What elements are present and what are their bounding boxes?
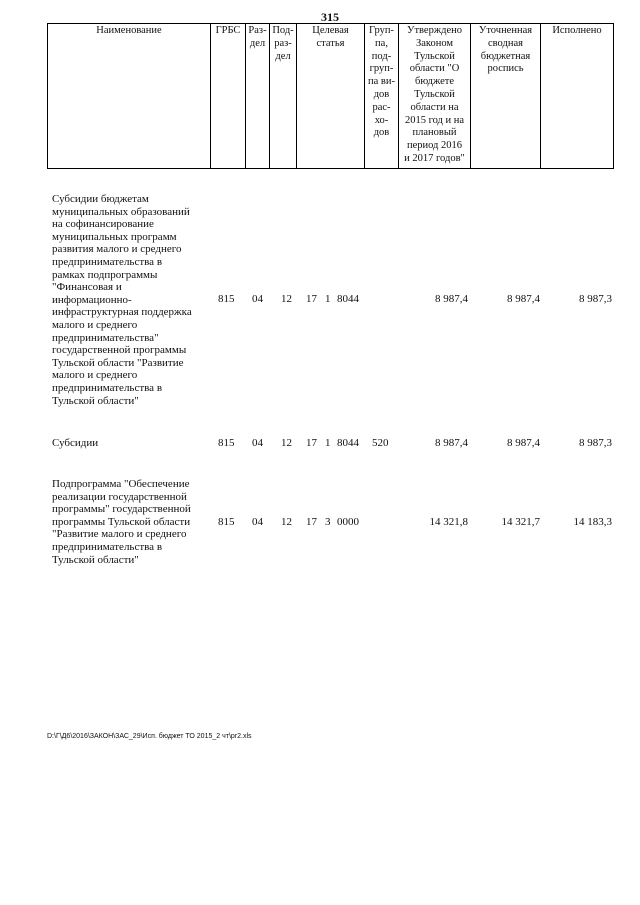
header-razdel: Раз- дел (246, 24, 270, 168)
row-executed: 8 987,3 (579, 437, 612, 449)
row-approved: 8 987,4 (435, 437, 468, 449)
header-executed: Исполнено (552, 25, 602, 36)
header-refined: Уточненная сводная бюджетная роспись (471, 24, 541, 168)
header-grbs: ГРБС (211, 24, 246, 168)
row-name: Подпрограмма "Обеспечение реализации государственной программы" государственной программы Тульской области "Развитие малого и среднего предпринимательства в Тульской области" (52, 478, 191, 566)
row-razdel: 04 (252, 437, 263, 449)
row-grbs: 815 (218, 516, 235, 528)
row-executed: 14 183,3 (573, 516, 612, 528)
table-header (47, 23, 614, 169)
row-approved: 14 321,8 (429, 516, 468, 528)
row-target-program: 17 (306, 516, 317, 528)
row-target-code: 0000 (337, 516, 359, 528)
row-executed: 8 987,3 (579, 293, 612, 305)
row-target-code: 8044 (337, 293, 359, 305)
row-target-subprogram: 1 (325, 293, 331, 305)
header-expense-group: Груп- па, под- груп- па ви- дов рас- хо- дов (365, 24, 399, 168)
row-razdel: 04 (252, 516, 263, 528)
row-podrazdel: 12 (281, 293, 292, 305)
row-podrazdel: 12 (281, 516, 292, 528)
row-podrazdel: 12 (281, 437, 292, 449)
row-approved: 8 987,4 (435, 293, 468, 305)
row-target-program: 17 (306, 437, 317, 449)
row-target-program: 17 (306, 293, 317, 305)
header-approved: Утверждено Законом Тульской области "О бюджете Тульской области на 2015 год и на плановый период 2016 и 2017 годов" (399, 24, 471, 168)
file-path-footer: D:\Г\Д6\2016\ЗАКОН\ЗАС_29\Исп. бюджет ТО 2015_2 чт\pr2.xls (47, 733, 252, 740)
row-name: Субсидии бюджетам муниципальных образований на софинансирование муниципальных программ развития малого и среднего предпринимательства в рамках подпрограммы "Финансовая и информационно- инфраструктурная поддержка малого и среднего предпринимательства" государственной программы Тульской области "Развитие малого и среднего предпринимательства в Тульской области" (52, 193, 192, 407)
row-refined: 8 987,4 (507, 437, 540, 449)
page-number: 315 (321, 10, 339, 24)
row-grbs: 815 (218, 437, 235, 449)
header-name: Наименование (48, 24, 211, 168)
row-expense-group: 520 (372, 437, 389, 449)
row-grbs: 815 (218, 293, 235, 305)
row-refined: 8 987,4 (507, 293, 540, 305)
row-refined: 14 321,7 (501, 516, 540, 528)
row-target-subprogram: 1 (325, 437, 331, 449)
row-razdel: 04 (252, 293, 263, 305)
row-target-subprogram: 3 (325, 516, 331, 528)
row-target-code: 8044 (337, 437, 359, 449)
header-podrazdel: Под- раз- дел (270, 24, 297, 168)
header-target-article: Целевая статья (297, 24, 365, 168)
row-name: Субсидии (52, 437, 99, 449)
